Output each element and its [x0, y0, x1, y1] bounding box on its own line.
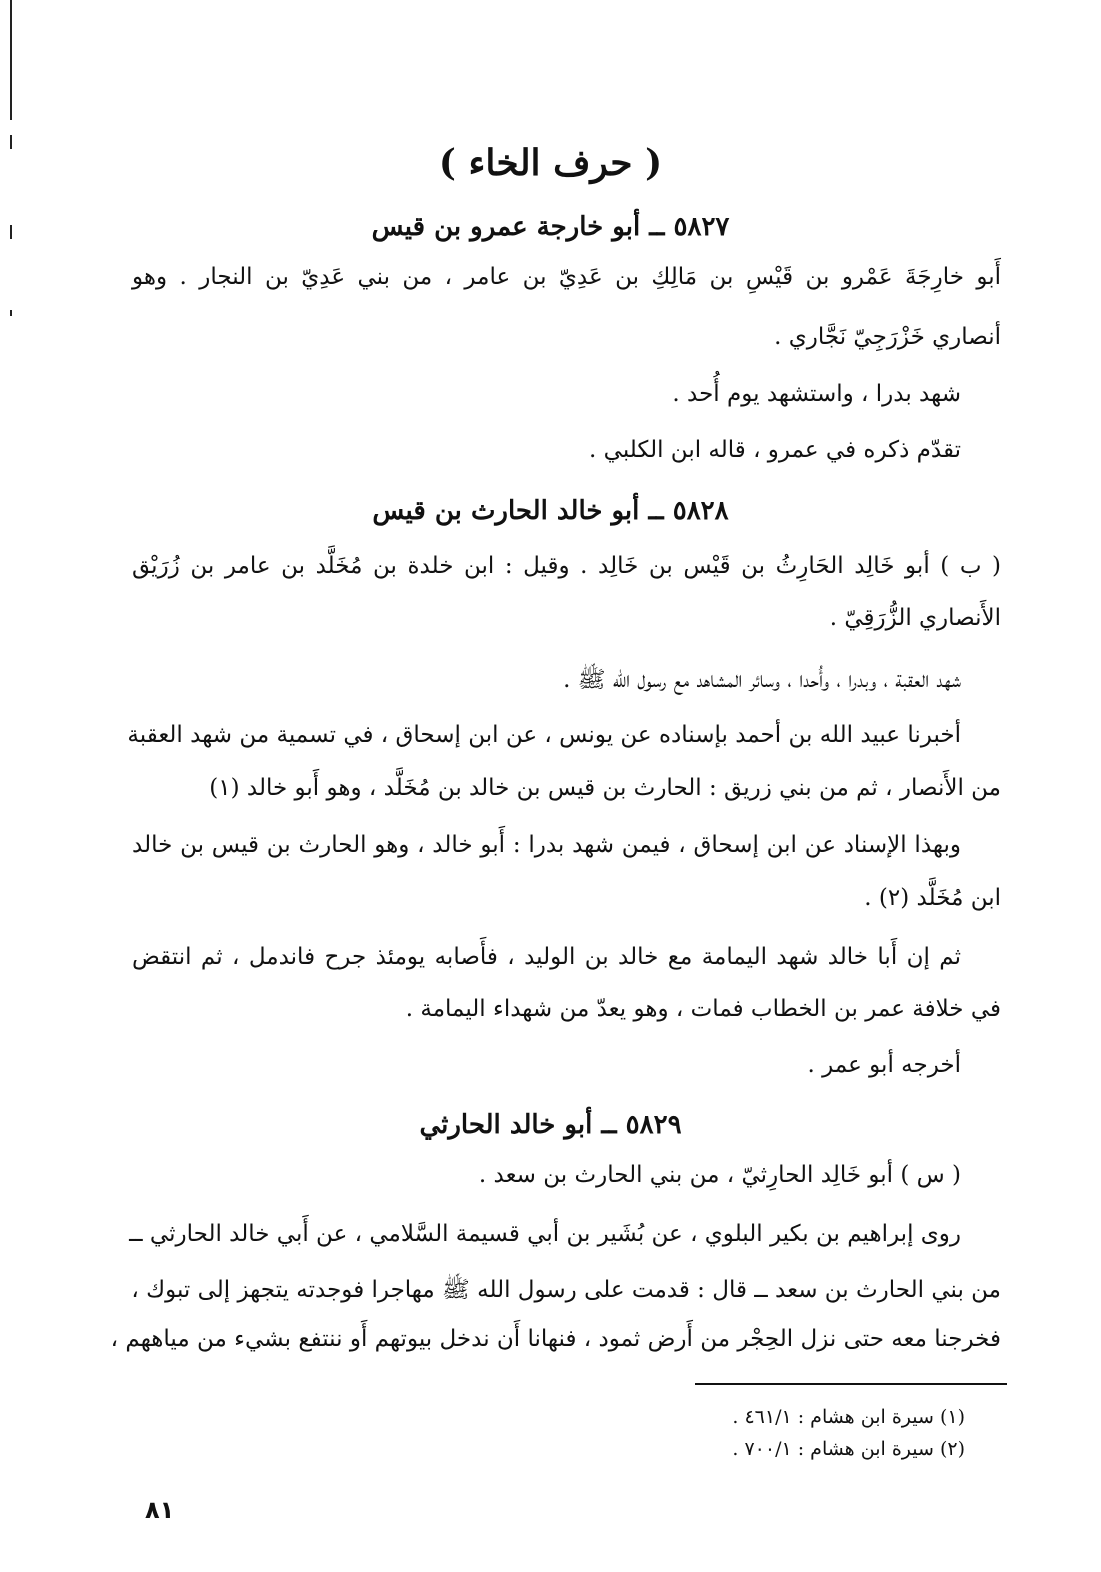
text-line: ( س ) أبو خَالِد الحارِثيّ ، من بني الحارث بن سعد . — [478, 1162, 961, 1188]
text-line: من بني الحارث بن سعد ــ قال : قدمت على رسول الله ﷺ مهاجرا فوجدته يتجهز إلى تبوك ، — [131, 1277, 1001, 1303]
footnote: (١) سيرة ابن هشام : ٤٦١/١ . — [732, 1406, 965, 1428]
text-line: أَبو خارِجَةَ عَمْرو بن قَيْسِ بن مَالِكِ بن عَدِيّ بن عامر ، من بني عَدِيّ بن النجار . وهو — [132, 264, 1002, 290]
text-line: أخرجه أبو عمر . — [807, 1052, 961, 1078]
page-number: ٨١ — [145, 1496, 175, 1524]
text-line: ( ب ) أبو خَالِد الحَارِثُ بن قَيْس بن خَالِد . وقيل : ابن خلدة بن مُخَلَّد بن عامر بن زُرَيْق — [132, 553, 1001, 579]
entry-title: ٥٨٢٨ ــ أبو خالد الحارث بن قيس — [372, 496, 729, 526]
entry-title: ٥٨٢٧ ــ أبو خارجة عمرو بن قيس — [371, 212, 730, 242]
text-line: ابن مُخَلَّد (٢) . — [864, 885, 1001, 911]
text-line: شهد العقبة ، وبدرا ، وأُحدا ، وسائر المشاهد مع رسول الله ﷺ . — [563, 667, 961, 693]
footnote-divider — [695, 1383, 1007, 1385]
footnote: (٢) سيرة ابن هشام : ٧٠٠/١ . — [732, 1438, 965, 1460]
text-line: أنصاري خَزْرَجِيّ نَجَّاري . — [774, 324, 1001, 350]
text-line: تقدّم ذكره في عمرو ، قاله ابن الكلبي . — [589, 437, 961, 463]
scan-edge-mark — [10, 310, 12, 316]
scan-edge-mark — [10, 0, 12, 120]
entry-title: ٥٨٢٩ ــ أبو خالد الحارثي — [419, 1110, 682, 1140]
text-line: ثم إن أَبا خالد شهد اليمامة مع خالد بن الوليد ، فأَصابه يومئذ جرح فاندمل ، ثم انتقض — [132, 944, 961, 970]
text-line: من الأَنصار ، ثم من بني زريق : الحارث بن قيس بن خالد بن مُخَلَّد ، وهو أَبو خالد (١) — [209, 775, 1001, 801]
text-line: أخبرنا عبيد الله بن أحمد بإسناده عن يونس ، عن ابن إسحاق ، في تسمية من شهد العقبة — [127, 722, 961, 748]
text-line: في خلافة عمر بن الخطاب فمات ، وهو يعدّ من شهداء اليمامة . — [405, 996, 1001, 1022]
text-line: وبهذا الإسناد عن ابن إسحاق ، فيمن شهد بدرا : أَبو خالد ، وهو الحارث بن قيس بن خالد — [132, 832, 961, 858]
text-line: فخرجنا معه حتى نزل الحِجْر من أَرض ثمود ، فنهانا أَن ندخل بيوتهم أَو ننتفع بشيء من مياههم ، — [110, 1326, 1001, 1352]
chapter-title: ( حرف الخاء ) — [438, 142, 663, 184]
text-line: روى إبراهيم بن بكير البلوي ، عن بُشَير بن أبي قسيمة السَّلامي ، عن أَبي خالد الحارثي ــ — [129, 1221, 961, 1247]
text-line: شهد بدرا ، واستشهد يوم أُحد . — [672, 381, 961, 407]
text-line: الأَنصاري الزُّرَقِيّ . — [829, 605, 1001, 631]
